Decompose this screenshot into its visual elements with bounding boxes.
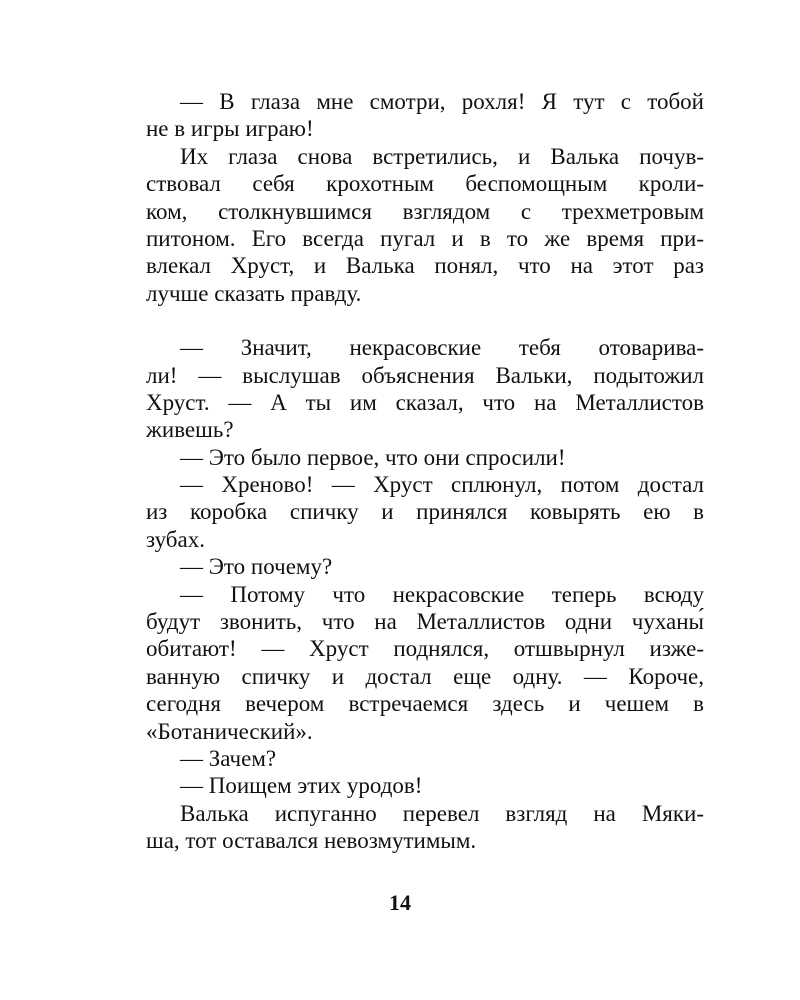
text-line: — Это почему?: [180, 554, 333, 580]
text-line: ша, тот оставался невозмутимым.: [146, 828, 477, 854]
page-number: 14: [389, 890, 411, 915]
text-line: — В глаза мне смотри, рохля! Я тут с тобой: [180, 89, 704, 114]
text-line: ванную спичку и достал еще одну. — Короче,: [146, 663, 704, 689]
section-break: [146, 307, 704, 334]
text-line: питоном. Его всегда пугал и в то же время при-: [146, 225, 704, 251]
text-line: — Зачем?: [180, 745, 277, 771]
text-line: Валька испуганно перевел взгляд на Мяки-: [180, 800, 704, 826]
text-line: обитают! — Хруст поднялся, отшвырнул изже-: [146, 636, 704, 662]
text-line: Их глаза снова встретились, и Валька почув-: [180, 143, 704, 169]
text-line: влекал Хруст, и Валька понял, что на этот раз: [146, 253, 704, 279]
text-line: сегодня вечером встречаемся здесь и чешем в: [146, 691, 704, 717]
text-line: — Значит, некрасовские тебя отоварива-: [180, 335, 704, 361]
text-line: — Потому что некрасовские теперь всюду: [180, 581, 704, 607]
text-line: будут звонить, что на Металлистов одни чуханы́: [146, 609, 704, 635]
text-line: Хруст. — А ты им сказал, что на Металлистов: [146, 389, 704, 415]
text-line: «Ботанический».: [146, 718, 313, 744]
text-line: — Поищем этих уродов!: [180, 773, 423, 799]
text-line: лучше сказать правду.: [146, 280, 362, 306]
text-line: ли! — выслушав объяснения Вальки, подытожил: [146, 362, 704, 388]
text-line: не в игры играю!: [146, 116, 314, 142]
text-line: живешь?: [146, 417, 234, 443]
text-line: ствовал себя крохотным беспомощным кроли-: [146, 171, 704, 197]
text-line: ком, столкнувшимся взглядом с трехметровым: [146, 198, 704, 224]
body-text: [146, 88, 704, 855]
text-line: зубах.: [146, 526, 205, 552]
text-line: — Это было первое, что они спросили!: [180, 444, 566, 470]
text-line: из коробка спичку и принялся ковырять ею в: [146, 499, 704, 525]
text-line: — Хреново! — Хруст сплюнул, потом достал: [180, 472, 704, 498]
